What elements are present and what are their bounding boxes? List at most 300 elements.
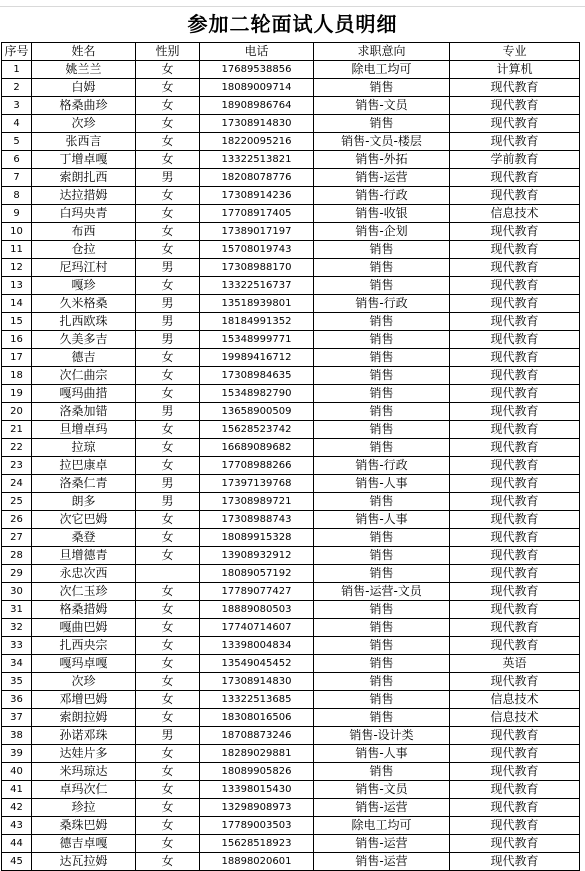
cell-gender[interactable]: 男	[136, 313, 200, 331]
cell-major[interactable]: 现代教育	[450, 493, 580, 511]
cell-intention[interactable]: 销售-设计类	[314, 727, 450, 745]
cell-intention[interactable]: 销售-运营	[314, 853, 450, 871]
cell-phone[interactable]: 17689538856	[200, 61, 314, 79]
cell-name[interactable]: 丁增卓嘎	[32, 151, 136, 169]
cell-intention[interactable]: 销售	[314, 259, 450, 277]
cell-major[interactable]: 现代教育	[450, 385, 580, 403]
header-cell-phone[interactable]: 电话	[200, 43, 314, 61]
cell-gender[interactable]: 男	[136, 493, 200, 511]
cell-index[interactable]: 28	[2, 547, 32, 565]
cell-major[interactable]: 现代教育	[450, 367, 580, 385]
cell-phone[interactable]: 17789077427	[200, 583, 314, 601]
cell-name[interactable]: 次珍	[32, 673, 136, 691]
cell-gender[interactable]: 女	[136, 601, 200, 619]
table-row	[2, 151, 580, 169]
cell-name[interactable]: 拉巴康卓	[32, 457, 136, 475]
cell-major[interactable]: 信息技术	[450, 709, 580, 727]
cell-index[interactable]: 22	[2, 439, 32, 457]
cell-name[interactable]: 桑登	[32, 529, 136, 547]
cell-gender[interactable]: 女	[136, 745, 200, 763]
cell-name[interactable]: 白姆	[32, 79, 136, 97]
table-row	[2, 295, 580, 313]
cell-phone[interactable]: 15628518923	[200, 835, 314, 853]
cell-major[interactable]: 学前教育	[450, 151, 580, 169]
cell-name[interactable]: 嘎玛卓嘎	[32, 655, 136, 673]
cell-gender[interactable]: 女	[136, 421, 200, 439]
cell-name[interactable]: 桑珠巴姆	[32, 817, 136, 835]
cell-gender[interactable]: 女	[136, 61, 200, 79]
cell-major[interactable]: 现代教育	[450, 673, 580, 691]
cell-name[interactable]: 嘎曲巴姆	[32, 619, 136, 637]
table-row	[2, 277, 580, 295]
table-row	[2, 187, 580, 205]
cell-intention[interactable]: 销售-行政	[314, 457, 450, 475]
cell-phone[interactable]: 18089057192	[200, 565, 314, 583]
cell-major[interactable]: 现代教育	[450, 187, 580, 205]
cell-index[interactable]: 37	[2, 709, 32, 727]
cell-phone[interactable]: 13322513685	[200, 691, 314, 709]
cell-phone[interactable]: 17740714607	[200, 619, 314, 637]
cell-intention[interactable]: 除电工均可	[314, 61, 450, 79]
cell-gender[interactable]: 女	[136, 97, 200, 115]
cell-gender[interactable]: 女	[136, 241, 200, 259]
cell-major[interactable]: 现代教育	[450, 223, 580, 241]
cell-major[interactable]: 现代教育	[450, 619, 580, 637]
cell-name[interactable]: 格桑曲珍	[32, 97, 136, 115]
cell-index[interactable]: 43	[2, 817, 32, 835]
cell-gender[interactable]: 男	[136, 295, 200, 313]
cell-name[interactable]: 扎西欧珠	[32, 313, 136, 331]
cell-major[interactable]: 现代教育	[450, 727, 580, 745]
cell-index[interactable]: 29	[2, 565, 32, 583]
cell-gender[interactable]: 女	[136, 655, 200, 673]
cell-gender[interactable]: 女	[136, 853, 200, 871]
cell-gender[interactable]: 女	[136, 439, 200, 457]
cell-intention[interactable]: 销售	[314, 709, 450, 727]
cell-intention[interactable]: 销售-运营	[314, 799, 450, 817]
cell-gender[interactable]: 男	[136, 475, 200, 493]
cell-name[interactable]: 尼玛江村	[32, 259, 136, 277]
cell-gender[interactable]: 女	[136, 529, 200, 547]
cell-intention[interactable]: 销售	[314, 493, 450, 511]
cell-gender[interactable]	[136, 565, 200, 583]
cell-gender[interactable]: 男	[136, 169, 200, 187]
cell-major[interactable]: 现代教育	[450, 169, 580, 187]
cell-phone[interactable]: 18089009714	[200, 79, 314, 97]
cell-phone[interactable]: 15708019743	[200, 241, 314, 259]
cell-name[interactable]: 次它巴姆	[32, 511, 136, 529]
table-row	[2, 205, 580, 223]
cell-phone[interactable]: 17789003503	[200, 817, 314, 835]
cell-gender[interactable]: 女	[136, 151, 200, 169]
cell-phone[interactable]: 15628523742	[200, 421, 314, 439]
cell-intention[interactable]: 销售-文员-楼层	[314, 133, 450, 151]
cell-intention[interactable]: 销售-企划	[314, 223, 450, 241]
cell-intention[interactable]: 销售-运营	[314, 169, 450, 187]
cell-phone[interactable]: 17389017197	[200, 223, 314, 241]
table-row	[2, 367, 580, 385]
cell-gender[interactable]: 男	[136, 727, 200, 745]
cell-intention[interactable]: 销售	[314, 655, 450, 673]
cell-phone[interactable]: 17308984635	[200, 367, 314, 385]
cell-gender[interactable]: 女	[136, 133, 200, 151]
table-row	[2, 655, 580, 673]
cell-index[interactable]: 41	[2, 781, 32, 799]
cell-index[interactable]: 24	[2, 475, 32, 493]
cell-index[interactable]: 33	[2, 637, 32, 655]
cell-phone[interactable]: 18089915328	[200, 529, 314, 547]
cell-intention[interactable]: 销售-人事	[314, 745, 450, 763]
cell-gender[interactable]: 女	[136, 205, 200, 223]
sheet-title: 参加二轮面试人员明细	[187, 12, 398, 36]
cell-index[interactable]: 40	[2, 763, 32, 781]
cell-phone[interactable]: 17308914236	[200, 187, 314, 205]
cell-name[interactable]: 达拉措姆	[32, 187, 136, 205]
cell-major[interactable]: 现代教育	[450, 79, 580, 97]
cell-name[interactable]: 次珍	[32, 115, 136, 133]
cell-index[interactable]: 31	[2, 601, 32, 619]
cell-intention[interactable]: 销售	[314, 565, 450, 583]
cell-intention[interactable]: 销售-行政	[314, 187, 450, 205]
cell-major[interactable]: 现代教育	[450, 295, 580, 313]
cell-intention[interactable]: 销售-文员	[314, 97, 450, 115]
cell-index[interactable]: 6	[2, 151, 32, 169]
table-row	[2, 745, 580, 763]
cell-major[interactable]: 现代教育	[450, 439, 580, 457]
cell-gender[interactable]: 女	[136, 277, 200, 295]
cell-major[interactable]: 现代教育	[450, 565, 580, 583]
cell-index[interactable]: 34	[2, 655, 32, 673]
cell-gender[interactable]: 女	[136, 457, 200, 475]
cell-index[interactable]: 36	[2, 691, 32, 709]
cell-intention[interactable]: 销售	[314, 763, 450, 781]
cell-major[interactable]: 现代教育	[450, 331, 580, 349]
cell-major[interactable]: 现代教育	[450, 511, 580, 529]
cell-major[interactable]: 现代教育	[450, 799, 580, 817]
cell-phone[interactable]: 13322516737	[200, 277, 314, 295]
cell-intention[interactable]: 销售-运营	[314, 835, 450, 853]
cell-name[interactable]: 次仁曲宗	[32, 367, 136, 385]
cell-phone[interactable]: 17308988743	[200, 511, 314, 529]
cell-name[interactable]: 朗多	[32, 493, 136, 511]
cell-phone[interactable]: 18289029881	[200, 745, 314, 763]
cell-phone[interactable]: 17708917405	[200, 205, 314, 223]
cell-name[interactable]: 旦增德青	[32, 547, 136, 565]
cell-index[interactable]: 12	[2, 259, 32, 277]
table-row	[2, 673, 580, 691]
cell-index[interactable]: 15	[2, 313, 32, 331]
table-row	[2, 115, 580, 133]
cell-phone[interactable]: 18184991352	[200, 313, 314, 331]
cell-gender[interactable]: 女	[136, 637, 200, 655]
cell-index[interactable]: 7	[2, 169, 32, 187]
cell-major[interactable]: 现代教育	[450, 313, 580, 331]
cell-name[interactable]: 索朗扎西	[32, 169, 136, 187]
cell-gender[interactable]: 女	[136, 763, 200, 781]
cell-intention[interactable]: 销售-运营-文员	[314, 583, 450, 601]
cell-gender[interactable]: 女	[136, 781, 200, 799]
cell-intention[interactable]: 销售	[314, 367, 450, 385]
cell-phone[interactable]: 13518939801	[200, 295, 314, 313]
cell-phone[interactable]: 13398004834	[200, 637, 314, 655]
cell-name[interactable]: 张西言	[32, 133, 136, 151]
cell-gender[interactable]: 女	[136, 817, 200, 835]
cell-index[interactable]: 18	[2, 367, 32, 385]
cell-major[interactable]: 现代教育	[450, 421, 580, 439]
cell-phone[interactable]: 17708988266	[200, 457, 314, 475]
cell-gender[interactable]: 女	[136, 115, 200, 133]
cell-intention[interactable]: 销售	[314, 637, 450, 655]
cell-name[interactable]: 德吉	[32, 349, 136, 367]
candidate-table	[1, 42, 580, 871]
cell-major[interactable]: 现代教育	[450, 637, 580, 655]
header-cell-gender[interactable]: 性别	[136, 43, 200, 61]
cell-phone[interactable]: 17397139768	[200, 475, 314, 493]
cell-gender[interactable]: 女	[136, 223, 200, 241]
cell-major[interactable]: 计算机	[450, 61, 580, 79]
cell-intention[interactable]: 销售	[314, 403, 450, 421]
cell-index[interactable]: 20	[2, 403, 32, 421]
cell-intention[interactable]: 销售	[314, 313, 450, 331]
cell-intention[interactable]: 销售-人事	[314, 511, 450, 529]
cell-name[interactable]: 德吉卓嘎	[32, 835, 136, 853]
cell-name[interactable]: 次仁玉珍	[32, 583, 136, 601]
cell-major[interactable]: 现代教育	[450, 241, 580, 259]
cell-index[interactable]: 45	[2, 853, 32, 871]
cell-intention[interactable]: 销售	[314, 421, 450, 439]
cell-intention[interactable]: 销售-收银	[314, 205, 450, 223]
cell-index[interactable]: 14	[2, 295, 32, 313]
cell-major[interactable]: 现代教育	[450, 601, 580, 619]
cell-index[interactable]: 25	[2, 493, 32, 511]
table-row	[2, 169, 580, 187]
cell-gender[interactable]: 女	[136, 619, 200, 637]
cell-phone[interactable]: 18089905826	[200, 763, 314, 781]
cell-major[interactable]: 现代教育	[450, 133, 580, 151]
cell-name[interactable]: 格桑措姆	[32, 601, 136, 619]
cell-intention[interactable]: 销售	[314, 385, 450, 403]
cell-index[interactable]: 42	[2, 799, 32, 817]
cell-phone[interactable]: 18889080503	[200, 601, 314, 619]
cell-phone[interactable]: 15348999771	[200, 331, 314, 349]
cell-index[interactable]: 16	[2, 331, 32, 349]
cell-phone[interactable]: 15348982790	[200, 385, 314, 403]
table-row	[2, 637, 580, 655]
cell-major[interactable]: 现代教育	[450, 403, 580, 421]
cell-index[interactable]: 8	[2, 187, 32, 205]
cell-name[interactable]: 卓玛次仁	[32, 781, 136, 799]
cell-gender[interactable]: 女	[136, 367, 200, 385]
cell-name[interactable]: 久米格桑	[32, 295, 136, 313]
cell-intention[interactable]: 销售-外拓	[314, 151, 450, 169]
cell-major[interactable]: 现代教育	[450, 853, 580, 871]
cell-intention[interactable]: 销售	[314, 547, 450, 565]
cell-phone[interactable]: 13298908973	[200, 799, 314, 817]
cell-gender[interactable]: 女	[136, 79, 200, 97]
table-row	[2, 403, 580, 421]
cell-index[interactable]: 5	[2, 133, 32, 151]
table-row	[2, 511, 580, 529]
cell-intention[interactable]: 销售	[314, 691, 450, 709]
cell-intention[interactable]: 销售	[314, 673, 450, 691]
cell-index[interactable]: 10	[2, 223, 32, 241]
cell-major[interactable]: 现代教育	[450, 349, 580, 367]
table-header	[2, 43, 580, 61]
cell-major[interactable]: 现代教育	[450, 781, 580, 799]
cell-gender[interactable]: 女	[136, 187, 200, 205]
cell-phone[interactable]: 18220095216	[200, 133, 314, 151]
cell-phone[interactable]: 18708873246	[200, 727, 314, 745]
cell-phone[interactable]: 13549045452	[200, 655, 314, 673]
cell-gender[interactable]: 女	[136, 709, 200, 727]
cell-name[interactable]: 拉琼	[32, 439, 136, 457]
cell-name[interactable]: 洛桑加错	[32, 403, 136, 421]
cell-name[interactable]: 达瓦拉姆	[32, 853, 136, 871]
cell-index[interactable]: 13	[2, 277, 32, 295]
cell-major[interactable]: 信息技术	[450, 205, 580, 223]
cell-index[interactable]: 9	[2, 205, 32, 223]
cell-intention[interactable]: 销售	[314, 241, 450, 259]
cell-phone[interactable]: 13322513821	[200, 151, 314, 169]
cell-gender[interactable]: 男	[136, 259, 200, 277]
header-cell-index[interactable]: 序号	[2, 43, 32, 61]
cell-phone[interactable]: 17308988170	[200, 259, 314, 277]
table-row	[2, 259, 580, 277]
cell-phone[interactable]: 13398015430	[200, 781, 314, 799]
table-row	[2, 457, 580, 475]
cell-phone[interactable]: 17308914830	[200, 673, 314, 691]
cell-index[interactable]: 23	[2, 457, 32, 475]
cell-index[interactable]: 30	[2, 583, 32, 601]
cell-name[interactable]: 邓增巴姆	[32, 691, 136, 709]
cell-index[interactable]: 38	[2, 727, 32, 745]
cell-major[interactable]: 现代教育	[450, 547, 580, 565]
cell-index[interactable]: 17	[2, 349, 32, 367]
cell-name[interactable]: 嘎玛曲措	[32, 385, 136, 403]
cell-intention[interactable]: 销售	[314, 439, 450, 457]
cell-name[interactable]: 久美多吉	[32, 331, 136, 349]
cell-major[interactable]: 现代教育	[450, 763, 580, 781]
cell-intention[interactable]: 销售	[314, 331, 450, 349]
cell-gender[interactable]: 女	[136, 673, 200, 691]
cell-name[interactable]: 米玛琼达	[32, 763, 136, 781]
cell-index[interactable]: 27	[2, 529, 32, 547]
cell-name[interactable]: 永忠次西	[32, 565, 136, 583]
cell-phone[interactable]: 18208078776	[200, 169, 314, 187]
cell-phone[interactable]: 13908932912	[200, 547, 314, 565]
cell-gender[interactable]: 女	[136, 799, 200, 817]
cell-gender[interactable]: 女	[136, 511, 200, 529]
cell-major[interactable]: 现代教育	[450, 277, 580, 295]
cell-index[interactable]: 26	[2, 511, 32, 529]
cell-index[interactable]: 39	[2, 745, 32, 763]
cell-name[interactable]: 珍拉	[32, 799, 136, 817]
cell-major[interactable]: 现代教育	[450, 835, 580, 853]
header-cell-name[interactable]: 姓名	[32, 43, 136, 61]
table-row	[2, 583, 580, 601]
cell-name[interactable]: 白玛央青	[32, 205, 136, 223]
cell-phone[interactable]: 17308989721	[200, 493, 314, 511]
cell-intention[interactable]: 销售	[314, 601, 450, 619]
cell-major[interactable]: 现代教育	[450, 475, 580, 493]
cell-gender[interactable]: 女	[136, 547, 200, 565]
cell-major[interactable]: 现代教育	[450, 817, 580, 835]
cell-major[interactable]: 现代教育	[450, 97, 580, 115]
cell-index[interactable]: 21	[2, 421, 32, 439]
table-row	[2, 421, 580, 439]
cell-index[interactable]: 35	[2, 673, 32, 691]
cell-name[interactable]: 洛桑仁青	[32, 475, 136, 493]
cell-phone[interactable]: 13658900509	[200, 403, 314, 421]
cell-intention[interactable]: 销售	[314, 277, 450, 295]
table-row	[2, 529, 580, 547]
cell-phone[interactable]: 18898020601	[200, 853, 314, 871]
cell-gender[interactable]: 男	[136, 403, 200, 421]
cell-intention[interactable]: 销售	[314, 115, 450, 133]
cell-name[interactable]: 孙诺邓珠	[32, 727, 136, 745]
cell-phone[interactable]: 18908986764	[200, 97, 314, 115]
cell-index[interactable]: 44	[2, 835, 32, 853]
cell-index[interactable]: 2	[2, 79, 32, 97]
cell-name[interactable]: 扎西央宗	[32, 637, 136, 655]
cell-index[interactable]: 4	[2, 115, 32, 133]
cell-index[interactable]: 19	[2, 385, 32, 403]
cell-name[interactable]: 布西	[32, 223, 136, 241]
cell-intention[interactable]: 销售	[314, 349, 450, 367]
cell-intention[interactable]: 销售	[314, 619, 450, 637]
table-row	[2, 79, 580, 97]
cell-gender[interactable]: 女	[136, 583, 200, 601]
cell-phone[interactable]: 17308914830	[200, 115, 314, 133]
cell-intention[interactable]: 除电工均可	[314, 817, 450, 835]
cell-index[interactable]: 1	[2, 61, 32, 79]
cell-phone[interactable]: 18308016506	[200, 709, 314, 727]
cell-major[interactable]: 现代教育	[450, 583, 580, 601]
cell-name[interactable]: 索朗拉姆	[32, 709, 136, 727]
cell-major[interactable]: 现代教育	[450, 259, 580, 277]
cell-name[interactable]: 旦增卓玛	[32, 421, 136, 439]
cell-phone[interactable]: 19989416712	[200, 349, 314, 367]
cell-name[interactable]: 达娃片多	[32, 745, 136, 763]
cell-gender[interactable]: 男	[136, 331, 200, 349]
cell-phone[interactable]: 16689089682	[200, 439, 314, 457]
cell-name[interactable]: 嘎珍	[32, 277, 136, 295]
cell-major[interactable]: 现代教育	[450, 115, 580, 133]
cell-intention[interactable]: 销售-行政	[314, 295, 450, 313]
cell-index[interactable]: 3	[2, 97, 32, 115]
cell-gender[interactable]: 女	[136, 835, 200, 853]
cell-intention[interactable]: 销售	[314, 79, 450, 97]
header-cell-major[interactable]: 专业	[450, 43, 580, 61]
cell-major[interactable]: 现代教育	[450, 745, 580, 763]
cell-intention[interactable]: 销售-文员	[314, 781, 450, 799]
cell-major[interactable]: 现代教育	[450, 529, 580, 547]
cell-gender[interactable]: 女	[136, 385, 200, 403]
table-row	[2, 547, 580, 565]
cell-major[interactable]: 信息技术	[450, 691, 580, 709]
cell-index[interactable]: 32	[2, 619, 32, 637]
cell-name[interactable]: 姚兰兰	[32, 61, 136, 79]
cell-intention[interactable]: 销售	[314, 529, 450, 547]
cell-major[interactable]: 现代教育	[450, 457, 580, 475]
cell-name[interactable]: 仓拉	[32, 241, 136, 259]
cell-index[interactable]: 11	[2, 241, 32, 259]
cell-intention[interactable]: 销售-人事	[314, 475, 450, 493]
cell-gender[interactable]: 女	[136, 691, 200, 709]
cell-major[interactable]: 英语	[450, 655, 580, 673]
header-cell-intention[interactable]: 求职意向	[314, 43, 450, 61]
cell-gender[interactable]: 女	[136, 349, 200, 367]
